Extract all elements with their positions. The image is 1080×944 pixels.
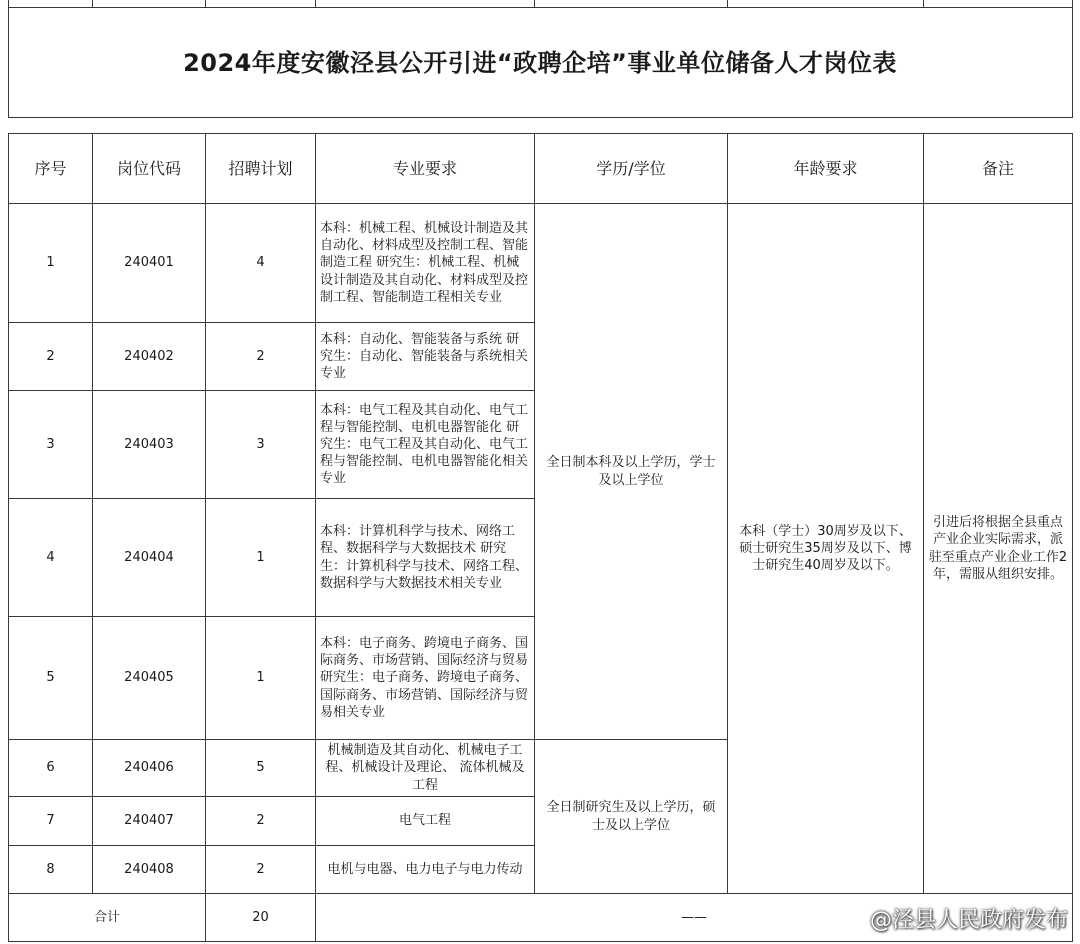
age-requirement: 本科（学士）30周岁及以下、硕士研究生35周岁及以下、博士研究生40周岁及以下。 <box>739 523 912 574</box>
header-plan: 招聘计划 <box>228 158 293 178</box>
row-major: 本科：计算机科学与技术、网络工程、数据科学与大数据技术 研究生：计算机科学与技术、网络工程、数据科学与大数据技术相关专业 <box>320 524 529 591</box>
row-post-code: 240401 <box>124 255 174 271</box>
row-index: 5 <box>46 670 55 686</box>
page-title: 2024年度安徽泾县公开引进“政聘企培”事业单位储备人才岗位表 <box>183 48 897 77</box>
header-remark: 备注 <box>981 158 1014 178</box>
total-dash: —— <box>681 909 707 925</box>
header-major: 专业要求 <box>392 158 457 178</box>
row-major: 本科：电子商务、跨境电子商务、国际商务、市场营销、国际经济与贸易 研究生：电子商务、跨境电子商务、国际商务、市场营销、国际经济与贸易相关专业 <box>320 636 529 720</box>
row-plan: 2 <box>256 861 265 877</box>
row-index: 3 <box>46 436 55 452</box>
row-major: 电机与电器、电力电子与电力传动 <box>327 861 523 877</box>
row-post-code: 240408 <box>124 861 174 877</box>
education-group-2: 全日制研究生及以上学历，硕士及以上学位 <box>546 800 716 833</box>
row-post-code: 240407 <box>124 813 174 829</box>
row-major: 电气工程 <box>398 813 451 829</box>
header-education: 学历/学位 <box>596 158 666 178</box>
row-plan: 1 <box>256 549 265 565</box>
header-post-code: 岗位代码 <box>116 158 181 178</box>
row-plan: 2 <box>256 348 265 364</box>
total-label: 合计 <box>93 909 120 925</box>
total-plan: 20 <box>252 909 269 925</box>
weibo-watermark <box>836 899 1068 937</box>
row-index: 8 <box>46 861 55 877</box>
row-index: 4 <box>46 549 55 565</box>
row-plan: 2 <box>256 813 265 829</box>
row-plan: 5 <box>256 760 265 776</box>
row-index: 1 <box>46 255 55 271</box>
row-major: 本科：机械工程、机械设计制造及其自动化、材料成型及控制工程、智能制造工程 研究生：机械工程、机械设计制造及其自动化、材料成型及控制工程、智能制造工程相关专业 <box>320 221 529 305</box>
row-post-code: 240404 <box>124 549 174 565</box>
row-plan: 1 <box>256 670 265 686</box>
row-index: 2 <box>46 348 55 364</box>
row-major: 本科：自动化、智能装备与系统 研究生：自动化、智能装备与系统相关专业 <box>320 331 529 382</box>
row-index: 6 <box>46 760 55 776</box>
header-age: 年龄要求 <box>793 158 858 178</box>
header-index: 序号 <box>34 158 67 178</box>
row-major: 本科：电气工程及其自动化、电气工程与智能控制、电机电器智能化 研究生：电气工程及其自动化、电气工程与智能控制、电机电器智能化相关专业 <box>320 402 529 487</box>
row-major: 机械制造及其自动化、机械电子工程、机械设计及理论、 流体机械及工程 <box>325 743 525 793</box>
row-plan: 3 <box>256 436 265 452</box>
row-post-code: 240405 <box>124 670 174 686</box>
row-index: 7 <box>46 813 55 829</box>
row-post-code: 240403 <box>124 436 174 452</box>
row-post-code: 240406 <box>124 760 174 776</box>
education-group-1: 全日制本科及以上学历，学士及以上学位 <box>546 455 716 488</box>
remark: 引进后将根据全县重点产业企业实际需求，派驻至重点产业企业工作2年，需服从组织安排。 <box>928 515 1068 582</box>
row-post-code: 240402 <box>124 348 174 364</box>
watermark-text: @泾县人民政府发布 <box>869 907 1068 933</box>
row-plan: 4 <box>256 255 265 271</box>
weibo-icon <box>836 907 864 929</box>
